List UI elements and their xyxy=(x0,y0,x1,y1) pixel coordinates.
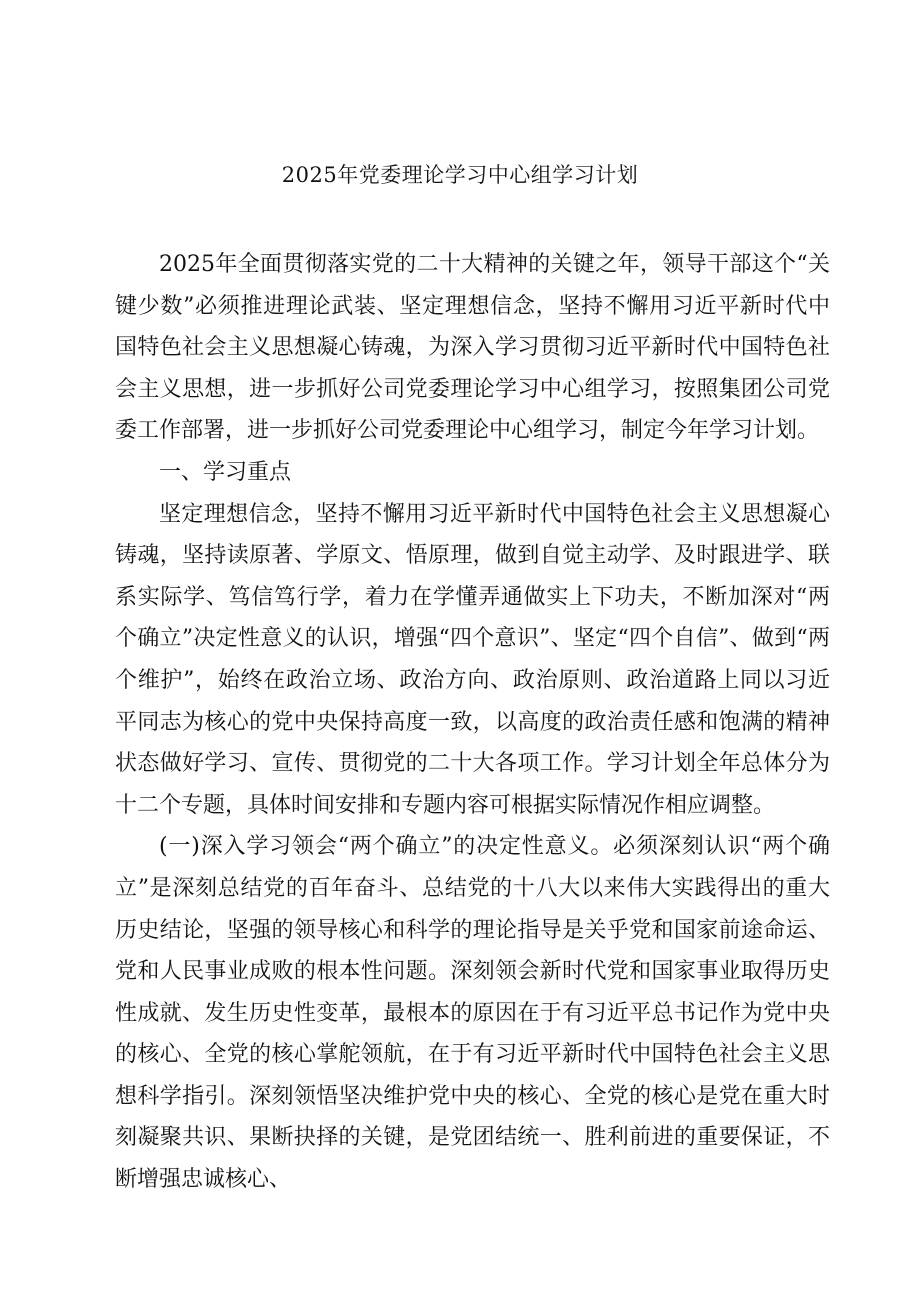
intro-paragraph: 2025年全面贯彻落实党的二十大精神的关键之年，领导干部这个“关键少数”必须推进理论武装、坚定理想信念，坚持不懈用习近平新时代中国特色社会主义思想凝心铸魂，为深入学习贯彻习近平新时代中国特色社会主义思想，进一步抓好公司党委理论学习中心组学习，按照集团公司党委工作部署，进一步抓好公司党委理论中心组学习，制定今年学习计划。 xyxy=(115,252,830,444)
section-heading: 一、学习重点 xyxy=(159,459,292,485)
document-title: 2025年党委理论学习中心组学习计划 xyxy=(281,163,639,187)
document-body xyxy=(115,244,830,1201)
subsection-paragraph: (一)深入学习领会“两个确立”的决定性意义。必须深刻认识“两个确立”是深刻总结党的百年奋斗、总结党的十八大以来伟大实践得出的重大历史结论，坚强的领导核心和科学的理论指导是关乎党和国家前途命运、党和人民事业成败的根本性问题。深刻领会新时代党和国家事业取得历史性成就、发生历史性变革，最根本的原因在于有习近平总书记作为党中央的核心、全党的核心掌舵领航，在于有习近平新时代中国特色社会主义思想科学指引。深刻领悟坚决维护党中央的核心、全党的核心是党在重大时刻凝聚共识、果断抉择的关键，是党团结统一、胜利前进的重要保证，不断增强忠诚核心、 xyxy=(115,834,830,1193)
key-points-paragraph: 坚定理想信念，坚持不懈用习近平新时代中国特色社会主义思想凝心铸魂，坚持读原著、学原文、悟原理，做到自觉主动学、及时跟进学、联系实际学、笃信笃行学，着力在学懂弄通做实上下功夫，不断加深对“两个确立”决定性意义的认识，增强“四个意识”、坚定“四个自信”、做到“两个维护”，始终在政治立场、政治方向、政治原则、政治道路上同以习近平同志为核心的党中央保持高度一致，以高度的政治责任感和饱满的精神状态做好学习、宣传、贯彻党的二十大各项工作。学习计划全年总体分为十二个专题，具体时间安排和专题内容可根据实际情况作相应调整。 xyxy=(115,501,830,818)
